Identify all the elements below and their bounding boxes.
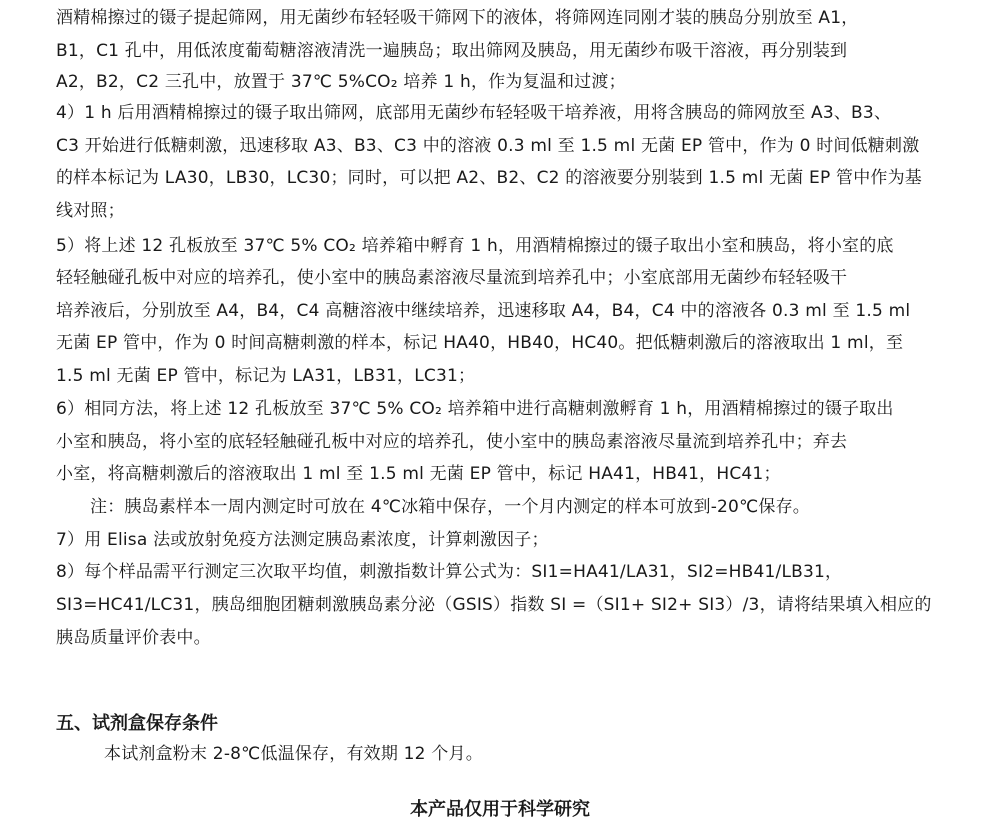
text-line: 1.5 ml 无菌 EP 管中，标记为 LA31，LB31，LC31；: [56, 366, 476, 386]
text-line: 的样本标记为 LA30，LB30，LC30；同时，可以把 A2、B2、C2 的溶液要分别装到 1.5 ml 无菌 EP 管中作为基: [56, 168, 923, 188]
text-line: B1，C1 孔中，用低浓度葡萄糖溶液清洗一遍胰岛；取出筛网及胰岛，用无菌纱布吸干溶液，再分别装到: [56, 41, 848, 61]
text-line: 6）相同方法，将上述 12 孔板放至 37℃ 5% CO₂ 培养箱中进行高糖刺激孵育 1 h，用酒精棉擦过的镊子取出: [56, 399, 894, 419]
text-line: 培养液后，分别放至 A4，B4，C4 高糖溶液中继续培养，迅速移取 A4，B4，C4 中的溶液各 0.3 ml 至 1.5 ml: [56, 301, 911, 321]
footer-note: 本产品仅用于科学研究: [410, 799, 590, 820]
text-line: 小室，将高糖刺激后的溶液取出 1 ml 至 1.5 ml 无菌 EP 管中，标记 HA41，HB41，HC41；: [56, 464, 781, 484]
text-line: SI3=HC41/LC31，胰岛细胞团糖刺激胰岛素分泌（GSIS）指数 SI =（SI1+ SI2+ SI3）/3，请将结果填入相应的: [56, 595, 932, 615]
text-line: 7）用 Elisa 法或放射免疫方法测定胰岛素浓度，计算刺激因子；: [56, 530, 549, 550]
section-heading: 五、试剂盒保存条件: [56, 713, 218, 734]
text-line: 4）1 h 后用酒精棉擦过的镊子取出筛网，底部用无菌纱布轻轻吸干培养液，用将含胰岛的筛网放至 A3、B3、: [56, 103, 892, 123]
text-line: 小室和胰岛，将小室的底轻轻触碰孔板中对应的培养孔，使小室中的胰岛素溶液尽量流到培养孔中；弃去: [56, 432, 848, 452]
text-line: 酒精棉擦过的镊子提起筛网，用无菌纱布轻轻吸干筛网下的液体，将筛网连同刚才装的胰岛分别放至 A1，: [56, 8, 859, 28]
text-line: 8）每个样品需平行测定三次取平均值，刺激指数计算公式为：SI1=HA41/LA31，SI2=HB41/LB31，: [56, 562, 843, 582]
note-line: 注：胰岛素样本一周内测定时可放在 4℃冰箱中保存，一个月内测定的样本可放到-20℃保存。: [90, 497, 810, 517]
text-line: A2，B2，C2 三孔中，放置于 37℃ 5%CO₂ 培养 1 h，作为复温和过渡；: [56, 72, 626, 92]
text-line: C3 开始进行低糖刺激，迅速移取 A3、B3、C3 中的溶液 0.3 ml 至 1.5 ml 无菌 EP 管中，作为 0 时间低糖刺激: [56, 136, 920, 156]
text-line: 线对照；: [56, 201, 125, 221]
text-line: 胰岛质量评价表中。: [56, 628, 211, 648]
storage-text: 本试剂盒粉末 2-8℃低温保存，有效期 12 个月。: [104, 744, 483, 764]
text-line: 轻轻触碰孔板中对应的培养孔，使小室中的胰岛素溶液尽量流到培养孔中；小室底部用无菌纱布轻轻吸干: [56, 268, 848, 288]
text-line: 无菌 EP 管中，作为 0 时间高糖刺激的样本，标记 HA40，HB40，HC40。把低糖刺激后的溶液取出 1 ml，至: [56, 333, 904, 353]
text-line: 5）将上述 12 孔板放至 37℃ 5% CO₂ 培养箱中孵育 1 h，用酒精棉擦过的镊子取出小室和胰岛，将小室的底: [56, 236, 894, 256]
